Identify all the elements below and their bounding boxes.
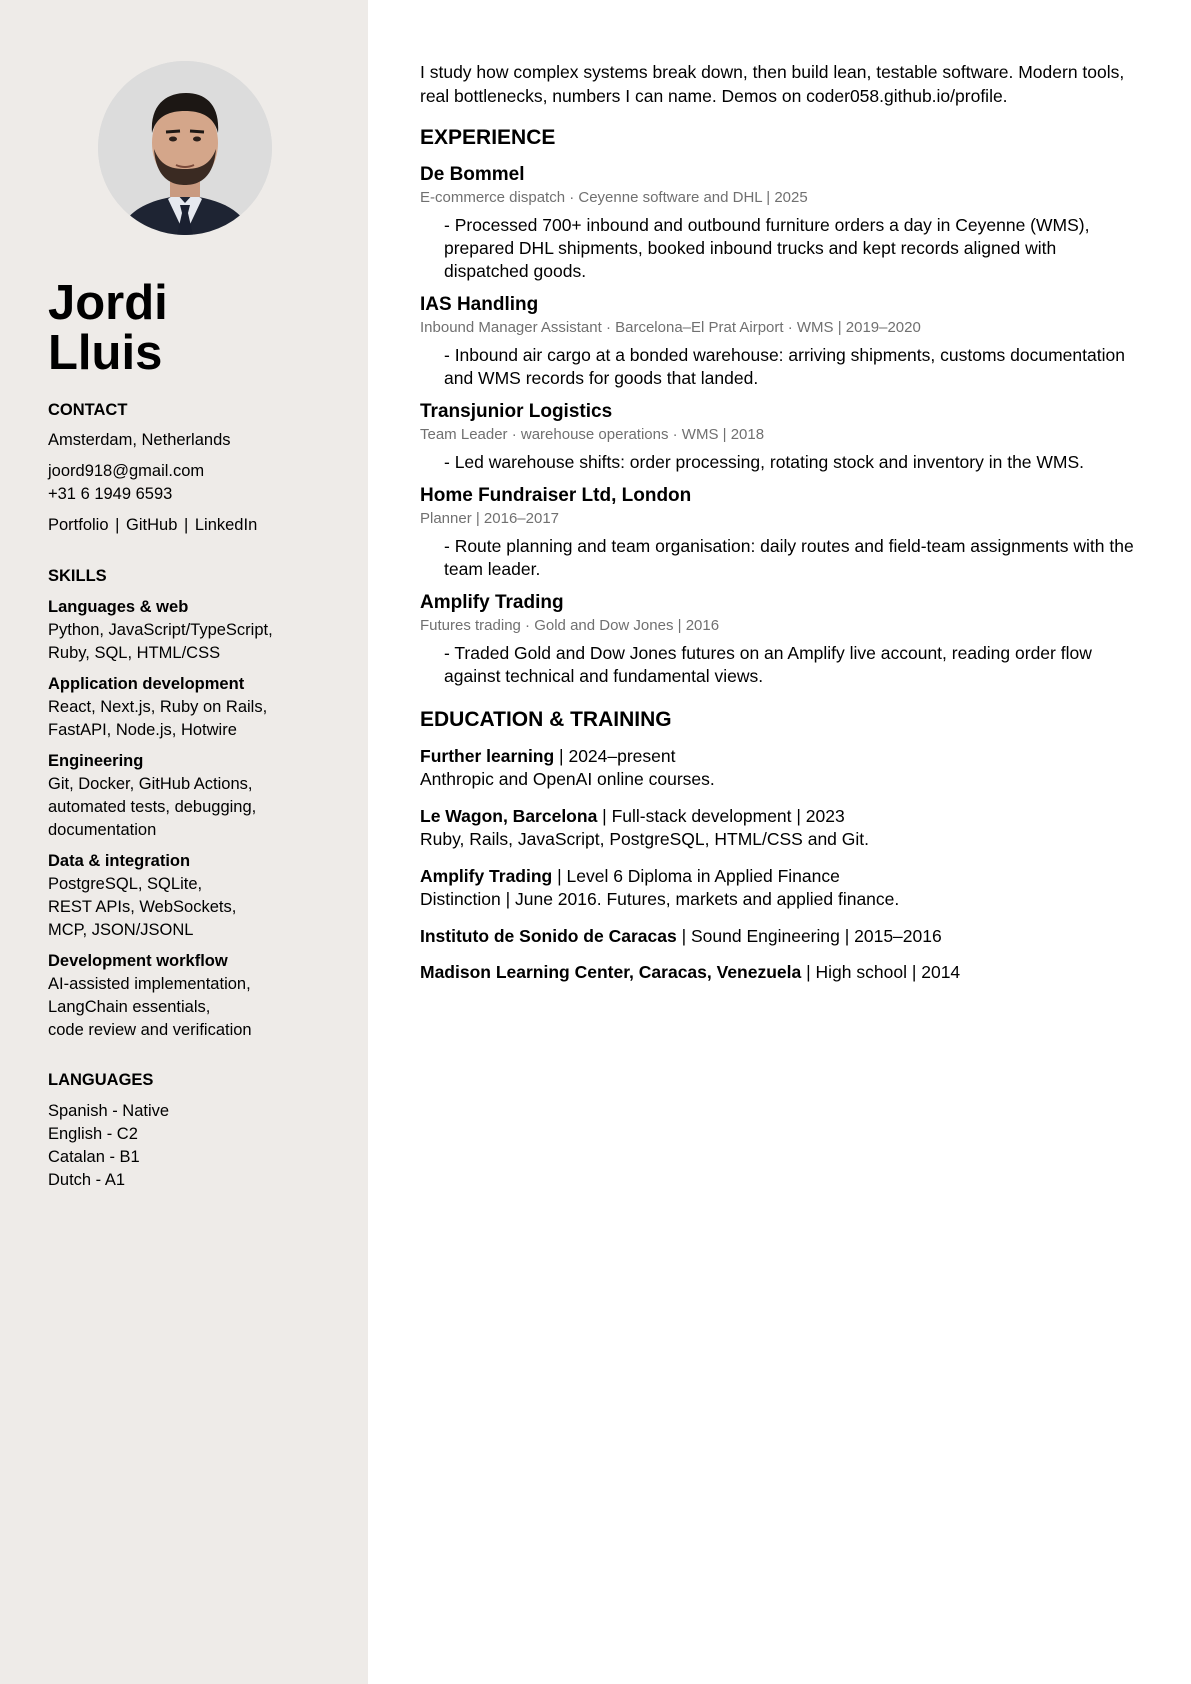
skill-line: Git, Docker, GitHub Actions, xyxy=(48,775,253,793)
company-name: Transjunior Logistics xyxy=(420,401,613,422)
skill-line: MCP, JSON/JSONL xyxy=(48,921,194,939)
job-entry xyxy=(420,591,1150,688)
skills-list xyxy=(48,596,348,1042)
education-info: | Sound Engineering | 2015–2016 xyxy=(676,926,942,946)
job-description: - Led warehouse shifts: order processing, rotating stock and inventory in the WMS. xyxy=(444,452,1085,472)
skill-line: documentation xyxy=(48,821,157,839)
company-name: IAS Handling xyxy=(420,294,539,315)
skill-line: code review and verification xyxy=(48,1021,252,1039)
company-name: Amplify Trading xyxy=(420,592,564,613)
education-title-line xyxy=(420,805,1150,828)
education-info: | 2024–present xyxy=(554,746,676,766)
summary-line: I study how complex systems break down, then build lean, testable software. Modern tools, xyxy=(420,62,1125,82)
education-institution: Further learning xyxy=(420,746,555,766)
job-entry xyxy=(420,293,1150,390)
email-link[interactable]: joord918@gmail.com xyxy=(48,462,205,480)
first-name: Jordi xyxy=(48,276,168,330)
language-item: Spanish - Native xyxy=(48,1102,170,1120)
education-institution: Instituto de Sonido de Caracas xyxy=(420,926,677,946)
profile-links xyxy=(48,514,348,537)
skill-line: automated tests, debugging, xyxy=(48,798,257,816)
skill-line: LangChain essentials, xyxy=(48,998,211,1016)
languages-list xyxy=(48,1100,348,1192)
education-detail: Ruby, Rails, JavaScript, PostgreSQL, HTML/CSS and Git. xyxy=(420,829,870,849)
education-entry xyxy=(420,745,1150,791)
skill-group-title: Application development xyxy=(48,675,245,693)
skill-line: FastAPI, Node.js, Hotwire xyxy=(48,721,237,739)
github-link[interactable]: GitHub xyxy=(126,516,178,534)
sidebar xyxy=(0,0,368,1684)
education-entry xyxy=(420,961,1150,984)
skill-line: PostgreSQL, SQLite, xyxy=(48,875,203,893)
job-entry xyxy=(420,400,1150,474)
education-title-line xyxy=(420,865,1150,888)
company-name: Home Fundraiser Ltd, London xyxy=(420,485,692,506)
education-entry xyxy=(420,805,1150,851)
education-heading: EDUCATION & TRAINING xyxy=(420,708,672,731)
education-entry xyxy=(420,925,1150,948)
education-institution: Amplify Trading xyxy=(420,866,553,886)
job-meta: Team Leader · warehouse operations · WMS | 2018 xyxy=(420,426,765,443)
language-item: English - C2 xyxy=(48,1125,138,1143)
link-separator: | xyxy=(115,516,120,534)
education-info: | Full-stack development | 2023 xyxy=(597,806,845,826)
job-meta: Inbound Manager Assistant · Barcelona–El Prat Airport · WMS | 2019–2020 xyxy=(420,319,921,336)
job-description: - Traded Gold and Dow Jones futures on an Amplify live account, reading order flow against technical and fundamental views. xyxy=(444,643,1092,686)
linkedin-link[interactable]: LinkedIn xyxy=(194,516,258,534)
job-entry xyxy=(420,484,1150,581)
education-institution: Le Wagon, Barcelona xyxy=(420,806,598,826)
skill-group xyxy=(48,850,348,942)
skill-group-title: Development workflow xyxy=(48,952,228,970)
education-title-line xyxy=(420,925,1150,948)
education-detail: Anthropic and OpenAI online courses. xyxy=(420,769,715,789)
portfolio-link[interactable]: Portfolio xyxy=(48,516,109,534)
phone-text: +31 6 1949 6593 xyxy=(48,485,173,503)
languages-section xyxy=(48,1071,348,1192)
last-name: Lluis xyxy=(48,326,163,380)
summary-line: real bottlenecks, numbers I can name. Demos on coder058.github.io/profile. xyxy=(420,86,1008,106)
contact-heading: CONTACT xyxy=(48,401,128,419)
job-meta: E-commerce dispatch · Ceyenne software and DHL | 2025 xyxy=(420,189,808,206)
candidate-name xyxy=(48,278,168,378)
skill-group xyxy=(48,596,348,665)
skill-line: AI-assisted implementation, xyxy=(48,975,251,993)
link-separator: | xyxy=(183,516,189,534)
education-entry xyxy=(420,865,1150,911)
skill-group xyxy=(48,673,348,742)
job-description: - Route planning and team organisation: daily routes and field-team assignments with the team leader. xyxy=(444,536,1134,579)
skills-section xyxy=(48,567,348,1042)
job-description: - Inbound air cargo at a bonded warehouse: arriving shipments, customs documentation and WMS records for goods that landed. xyxy=(444,345,1125,388)
education-info: | Level 6 Diploma in Applied Finance xyxy=(552,866,840,886)
language-item: Dutch - A1 xyxy=(48,1171,126,1189)
education-title-line xyxy=(420,745,1150,768)
skills-heading: SKILLS xyxy=(48,567,107,585)
skill-group-title: Data & integration xyxy=(48,852,191,870)
job-meta: Planner | 2016–2017 xyxy=(420,510,560,527)
profile-summary xyxy=(420,60,1150,108)
company-name: De Bommel xyxy=(420,164,525,185)
education-institution: Madison Learning Center, Caracas, Venezuela xyxy=(420,962,802,982)
skill-group-title: Engineering xyxy=(48,752,144,770)
job-meta: Futures trading · Gold and Dow Jones | 2016 xyxy=(420,617,720,634)
location-text: Amsterdam, Netherlands xyxy=(48,431,231,449)
skill-line: React, Next.js, Ruby on Rails, xyxy=(48,698,268,716)
education-title-line xyxy=(420,961,1150,984)
skill-line: Python, JavaScript/TypeScript, xyxy=(48,621,273,639)
skill-line: Ruby, SQL, HTML/CSS xyxy=(48,644,221,662)
profile-photo xyxy=(98,61,272,235)
language-item: Catalan - B1 xyxy=(48,1148,140,1166)
skill-group-title: Languages & web xyxy=(48,598,189,616)
experience-heading: EXPERIENCE xyxy=(420,126,556,149)
job-entry xyxy=(420,163,1150,283)
skill-line: REST APIs, WebSockets, xyxy=(48,898,237,916)
job-description: - Processed 700+ inbound and outbound furniture orders a day in Ceyenne (WMS), prepared DHL shipments, booked inbound trucks and kept records aligned with dispatched goods. xyxy=(444,215,1090,281)
education-info: | High school | 2014 xyxy=(801,962,961,982)
skill-group xyxy=(48,950,348,1042)
skill-group xyxy=(48,750,348,842)
languages-heading: LANGUAGES xyxy=(48,1071,154,1089)
contact-section xyxy=(48,401,348,537)
education-detail: Distinction | June 2016. Futures, markets and applied finance. xyxy=(420,889,900,909)
